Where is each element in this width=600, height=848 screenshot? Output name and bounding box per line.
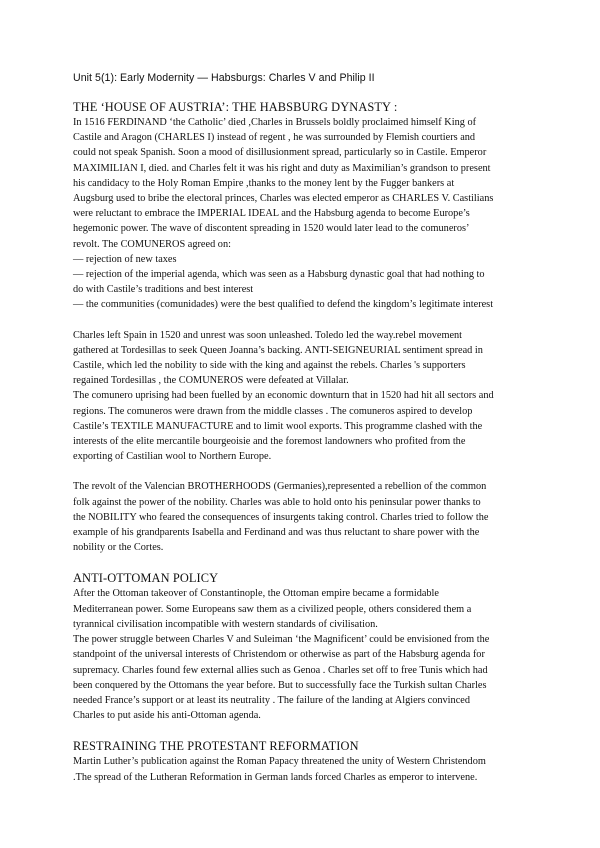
text-line: The comunero uprising had been fuelled by an economic downturn that in 1520 had hit all sectors and [73,390,494,402]
text-line: nobility or the Cortes. [73,542,164,554]
text-line: gathered at Tordesillas to seek Queen Joanna’s backing. ANTI-SEIGNEURIAL sentiment spread in [73,344,483,356]
text-line: tyrannical civilisation incompatible with western standards of civilisation. [73,618,378,630]
paragraph-habsburg [73,115,537,313]
text-line: folk against the power of the nobility. Charles was able to hold onto his peninsular power thanks to [73,496,481,508]
text-line: needed France’s support or at least its neutrality . The failure of the landing at Algiers convinced [73,694,470,706]
text-line: regained Tordesillas , the COMUNEROS were defeated at Villalar. [73,375,349,387]
text-line: hegemonic power. The wave of discontent spreading in 1520 would later lead to the comuneros’ [73,223,470,235]
text-line: could not speak Spanish. Soon a mood of disillusionment spread, particularly so in Castile. Emperor [73,147,487,159]
text-line: Castile, which led the nobility to side with the king and against the rebels. Charles 's supporters [73,360,466,372]
text-line: the NOBILITY who feared the consequences of insurgents taking control. Charles tried to follow the [73,511,489,523]
text-line: In 1516 FERDINAND ‘the Catholic’ died ,Charles in Brussels boldly proclaimed himself King of [73,117,477,128]
list-item: — the communities (comunidades) were the best qualified to defend the kingdom’s legitimate interest [73,299,494,311]
text-line: standpoint of the universal interests of Christendom or otherwise as part of the Habsburg agenda for [73,649,485,661]
text-line: Augsburg used to bribe the electoral princes, Charles was elected emperor as CHARLES V. Castilians [73,193,494,205]
text-line: example of his grandparents Isabella and Ferdinand and was thus reluctant to share power with the [73,527,480,539]
text-line: After the Ottoman takeover of Constantinople, the Ottoman empire became a formidable [73,588,439,600]
text-line: Castile’s TEXTILE MANUFACTURE and to limit wool exports. This programme clashed with the [73,420,483,432]
text-line: Charles to put aside his anti-Ottoman agenda. [73,710,261,722]
text-line: Castile and Aragon (CHARLES I) instead of regent , he was surrounded by Flemish courtiers and [73,132,476,144]
text-line: The revolt of the Valencian BROTHERHOODS (Germanies),represented a rebellion of the common [73,481,487,493]
text-line: revolt. The COMUNEROS agreed on: [73,238,231,250]
text-line: supremacy. Charles found few external allies such as Genoa . Charles set off to free Tunis which had [73,664,488,676]
paragraph-ottoman [73,586,537,723]
list-item: — rejection of new taxes [73,253,177,265]
list-item: — rejection of the imperial agenda, which was seen as a Habsburg dynastic goal that had nothing to [73,269,485,281]
text-line: MAXIMILIAN I, died. and Charles felt it was his right and duty as Maximilian’s grandson to present [73,162,491,174]
text-line: regions. The comuneros were drawn from the middle classes . The comuneros aspired to develop [73,405,473,417]
text-line: been conquered by the Ottomans the year before. But to successfully face the Turkish sultan Charles [73,679,487,691]
paragraph-gap [73,555,537,570]
text-line: Charles left Spain in 1520 and unrest was soon unleashed. Toledo led the way.rebel movement [73,329,463,341]
section-heading-reformation: RESTRAINING THE PROTESTANT REFORMATION [73,739,359,754]
text-line: Mediterranean power. Some Europeans saw them as a civilized people, others considered them a [73,603,472,615]
section-heading-ottoman: ANTI-OTTOMAN POLICY [73,571,219,586]
paragraph-gap [73,464,537,479]
unit-title: Unit 5(1): Early Modernity — Habsburgs: Charles V and Philip II [73,72,375,84]
paragraph-reformation [73,754,537,784]
text-line: exporting of Castilian wool to Northern Europe. [73,451,272,463]
paragraph-germanias [73,479,537,555]
paragraph-gap [73,723,537,738]
paragraph-gap [73,313,537,328]
text-line: .The spread of the Lutheran Reformation in German lands forced Charles as emperor to intervene. [73,771,478,783]
section-heading-habsburg: THE ‘HOUSE OF AUSTRIA’: THE HABSBURG DYNASTY : [73,100,398,114]
text-line: interests of the elite mercantile bourgeoisie and the foremost landowners who profited from the [73,436,466,448]
paragraph-comuneros [73,328,537,465]
text-line: his candidacy to the Holy Roman Empire ,thanks to the money lent by the Fugger bankers at [73,177,455,189]
text-line: Martin Luther’s publication against the Roman Papacy threatened the unity of Western Christendom [73,756,486,768]
text-line: were reluctant to embrace the IMPERIAL IDEAL and the Habsburg agenda to become Europe’s [73,208,470,220]
text-line: The power struggle between Charles V and Suleiman ‘the Magnificent’ could be envisioned from the [73,634,490,646]
text-line: do with Castile’s traditions and best interest [73,284,254,296]
document-body [73,99,537,785]
